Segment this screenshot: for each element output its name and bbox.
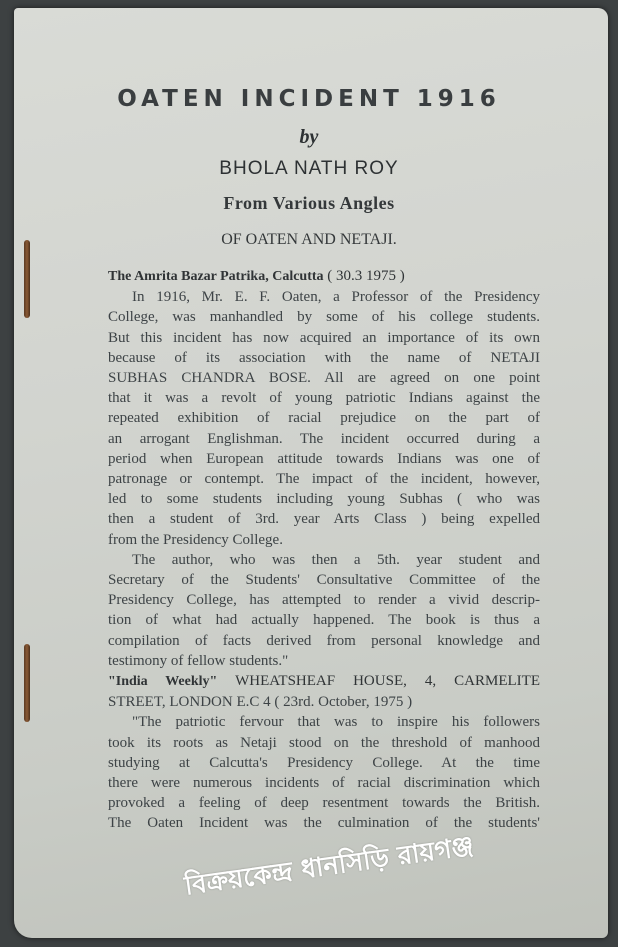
review2-source: "India Weekly" [108,674,218,690]
text-line: from the Presidency College. [108,531,283,548]
review1-source-line [108,266,540,287]
text-line: that it was a revolt of young patriotic Indians against the [108,390,540,407]
text-line: led to some students including young Subhas ( who was [108,491,540,508]
text-line: because of its association with the name of NETAJI [108,349,540,366]
text-line: patronage or contempt. The impact of the incident, however, [108,471,540,488]
text-line: The author, who was then a 5th. year student and [132,551,540,568]
document-title: OATEN INCIDENT 1916 [117,86,501,112]
text-line: tion of what had actually happened. The book is thus a [108,612,540,629]
text-line: "The patriotic fervour that was to inspire his followers [132,714,540,731]
watermark-bottom-text: বিক্রয়কেন্দ্র [182,856,295,902]
text-line: testimony of fellow students." [108,652,289,669]
review-text-block [108,266,540,834]
subtitle-secondary: OF OATEN AND NETAJI. [221,231,397,248]
staple-top [24,240,30,318]
text-line: Secretary of the Students' Consultative Committee of the [108,572,540,589]
text-line: studying at Calcutta's Presidency College. At the time [108,754,540,771]
text-line: Presidency College, has attempted to render a vivid descrip- [108,592,540,609]
text-line: provoked a feeling of deep resentment towards the British. [108,795,540,812]
text-line: The Oaten Incident was the culmination of the students' [108,815,540,832]
text-line: repeated exhibition of racial prejudice on the part of [108,410,540,427]
text-line: College, was manhandled by some of his college students. [108,309,540,326]
author-name: BHOLA NATH ROY [219,158,399,179]
watermark-top-text: ধানসিড়ি রায়গঞ্জ [299,831,476,886]
text-line: In 1916, Mr. E. F. Oaten, a Professor of the Presidency [132,289,540,306]
review2-source-line [108,671,540,692]
text-line: compilation of facts derived from personal knowledge and [108,632,540,649]
staple-bottom [24,644,30,722]
text-line: SUBHAS CHANDRA BOSE. All are agreed on one point [108,370,540,387]
review2-address-line1: WHEATSHEAF HOUSE, 4, CARMELITE [235,673,540,690]
review1-date: ( 30.3 1975 ) [327,268,405,284]
text-line: there were numerous incidents of racial discrimination which [108,775,540,792]
text-line: period when European attitude towards Indians was one of [108,450,540,467]
review2-address-line2: STREET, LONDON E.C 4 ( 23rd. October, 1975 ) [108,694,413,711]
text-line: an arrogant Englishman. The incident occurred during a [108,430,540,447]
byline-by: by [299,126,319,148]
review1-source: The Amrita Bazar Patrika, Calcutta [108,269,324,284]
text-line: then a student of 3rd. year Arts Class ) being expelled [108,511,540,528]
subtitle: From Various Angles [223,193,395,213]
text-line: took its roots as Netaji stood on the threshold of manhood [108,734,540,751]
text-line: But this incident has now acquired an importance of its own [108,329,540,346]
